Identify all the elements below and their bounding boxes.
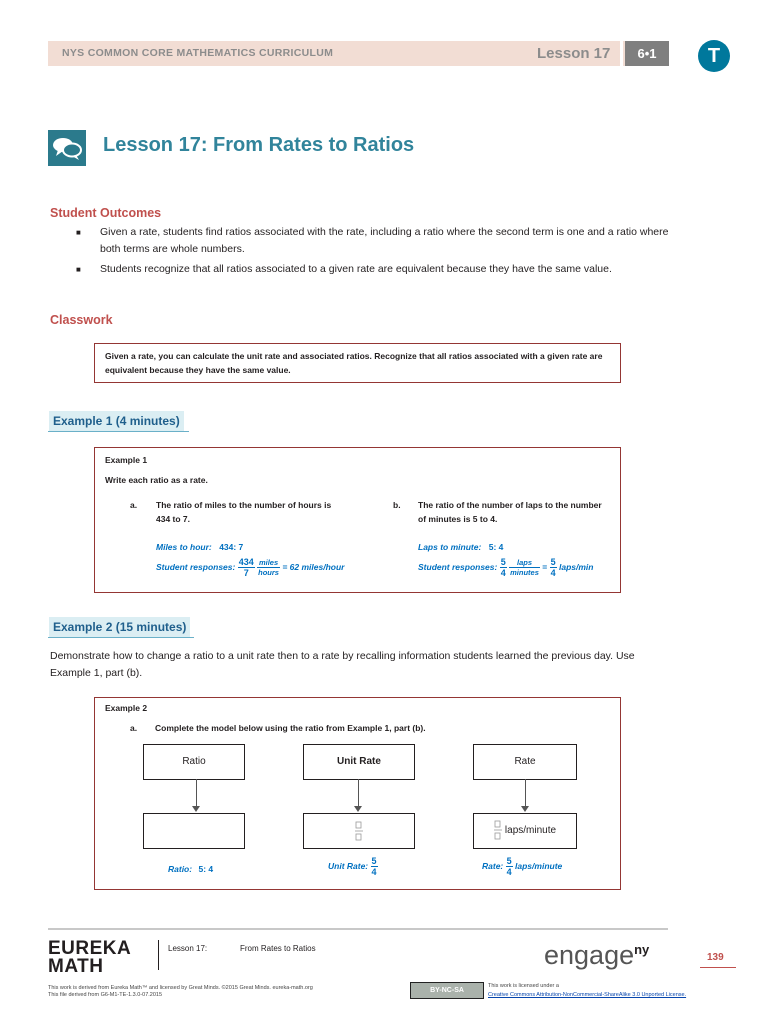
credit-line-1: This work is derived from Eureka Math™ and licensed by Great Minds. ©2015 Great Minds. eureka-math.org [48,985,313,991]
header-lesson: Lesson 17 [537,45,611,62]
license-line-1: This work is licensed under a [488,983,559,989]
license-link[interactable]: Creative Commons Attribution-NonCommercial-ShareAlike 3.0 Unported License. [488,992,687,998]
lesson-title: Lesson 17: From Rates to Ratios [103,134,415,156]
engageny-logo: engage$^{ny}$ [544,940,650,970]
part-b-line2: of minutes is 5 to 4. [418,514,498,524]
ratio-box: Ratio [143,744,245,780]
unit-rate-box: Unit Rate [303,744,415,780]
ratio-answer-box[interactable] [143,813,245,849]
answer-value: 5: 4 [198,864,214,874]
arrow-down-icon [354,806,362,812]
arrow-line [196,779,197,806]
arrow-line [525,779,526,806]
unit-rate-answer [328,856,378,877]
fraction: $\frac{5}{4}$ [550,557,556,578]
responses-tail: laps/min [559,561,594,572]
answer-label: Rate: [482,860,504,871]
grade-module-badge: 6•1 [625,41,669,66]
responses-tail: = 62 miles/hour [282,561,345,572]
curriculum-label: NYS COMMON CORE MATHEMATICS CURRICULUM [62,47,334,59]
header-separator [620,41,623,66]
bullet-icon: ■ [76,228,81,237]
example2-box-title: Example 2 [105,703,148,713]
arrow-down-icon [192,806,200,812]
fraction: $\frac{\text{laps}}{\text{minutes}}$ [510,558,539,577]
answer-value: 5: 4 [488,542,504,552]
bullet-icon: ■ [76,265,81,274]
fraction: $\frac{5}{4}$ [506,856,512,877]
page-number: 139 [707,952,724,963]
equals-sign: = [542,561,548,572]
answer-label: Miles to hour: [156,542,212,552]
blank-fraction-icon [355,821,363,841]
part-b-responses [418,557,593,578]
page-number-rule [700,967,736,968]
answer-label: Ratio: [168,864,193,874]
classwork-box [94,343,621,383]
classwork-heading: Classwork [50,313,113,327]
eureka-math-logo: EUREKA MATH [48,938,132,977]
outcomes-heading: Student Outcomes [50,206,162,220]
part-a-marker: a. [130,500,138,510]
answer-value: 434: 7 [219,542,244,552]
footer-lesson-title: From Rates to Ratios [240,944,316,953]
part-a-line1: The ratio of miles to the number of hours is [156,500,332,510]
fraction: $\frac{5}{4}$ [371,856,377,877]
fraction: $\frac{\text{miles}}{\text{hours}}$ [258,558,279,577]
example2-a-marker: a. [130,723,138,733]
teacher-edition-badge: T [698,40,730,72]
fraction: $\frac{5}{4}$ [500,557,506,578]
example1-underline [48,431,189,432]
rate-answer-box[interactable] [473,813,577,849]
rate-answer [482,856,562,877]
example2-label: Example 2 (15 minutes) [49,617,190,637]
outcome-item: Students recognize that all ratios associated to a given rate are equivalent because they have the same value. [100,263,612,275]
part-a-line2: 434 to 7. [156,514,191,524]
ratio-answer [168,864,213,874]
example1-instruction: Write each ratio as a rate. [105,475,208,485]
speech-bubbles-icon [48,130,86,166]
blank-fraction-icon [494,820,502,840]
rate-box: Rate [473,744,577,780]
example1-box-title: Example 1 [105,455,148,465]
creative-commons-badge: BY-NC-SA [410,982,484,999]
rate-box-unit: laps/minute [504,825,557,836]
part-b-answer [418,537,503,555]
example1-label: Example 1 (4 minutes) [49,411,184,431]
part-a-responses [156,557,344,578]
part-b-line1: The ratio of the number of laps to the number [418,500,602,510]
part-a-answer [156,537,243,555]
part-b-marker: b. [393,500,401,510]
example2-intro: Demonstrate how to change a ratio to a unit rate then to a rate by recalling information students learned the previous day. Use Example 1, part (b). [50,650,635,679]
arrow-line [358,779,359,806]
responses-label: Student responses: [418,561,498,572]
responses-label: Student responses: [156,561,236,572]
answer-label: Laps to minute: [418,542,482,552]
example2-a-text: Complete the model below using the ratio from Example 1, part (b). [155,723,426,733]
arrow-down-icon [521,806,529,812]
answer-tail: laps/minute [515,860,563,871]
fraction: $\frac{434}{7}$ [238,557,254,578]
outcome-item: Given a rate, students find ratios associated with the rate, including a ratio where the second term is one and a ratio where both terms are whole numbers. [100,226,669,255]
unit-rate-answer-box[interactable] [303,813,415,849]
footer-lesson: Lesson 17: [168,944,208,953]
classwork-box-text: Given a rate, you can calculate the unit rate and associated ratios. Recognize that all ratios associated with a given rate are equivalent because they have the same value. [105,351,603,375]
answer-label: Unit Rate: [328,860,369,871]
credit-line-2: This file derived from G6-M1-TE-1.3.0-07.2015 [48,992,163,998]
example2-underline [48,637,194,638]
footer-rule [48,928,668,930]
footer-divider [158,940,159,970]
